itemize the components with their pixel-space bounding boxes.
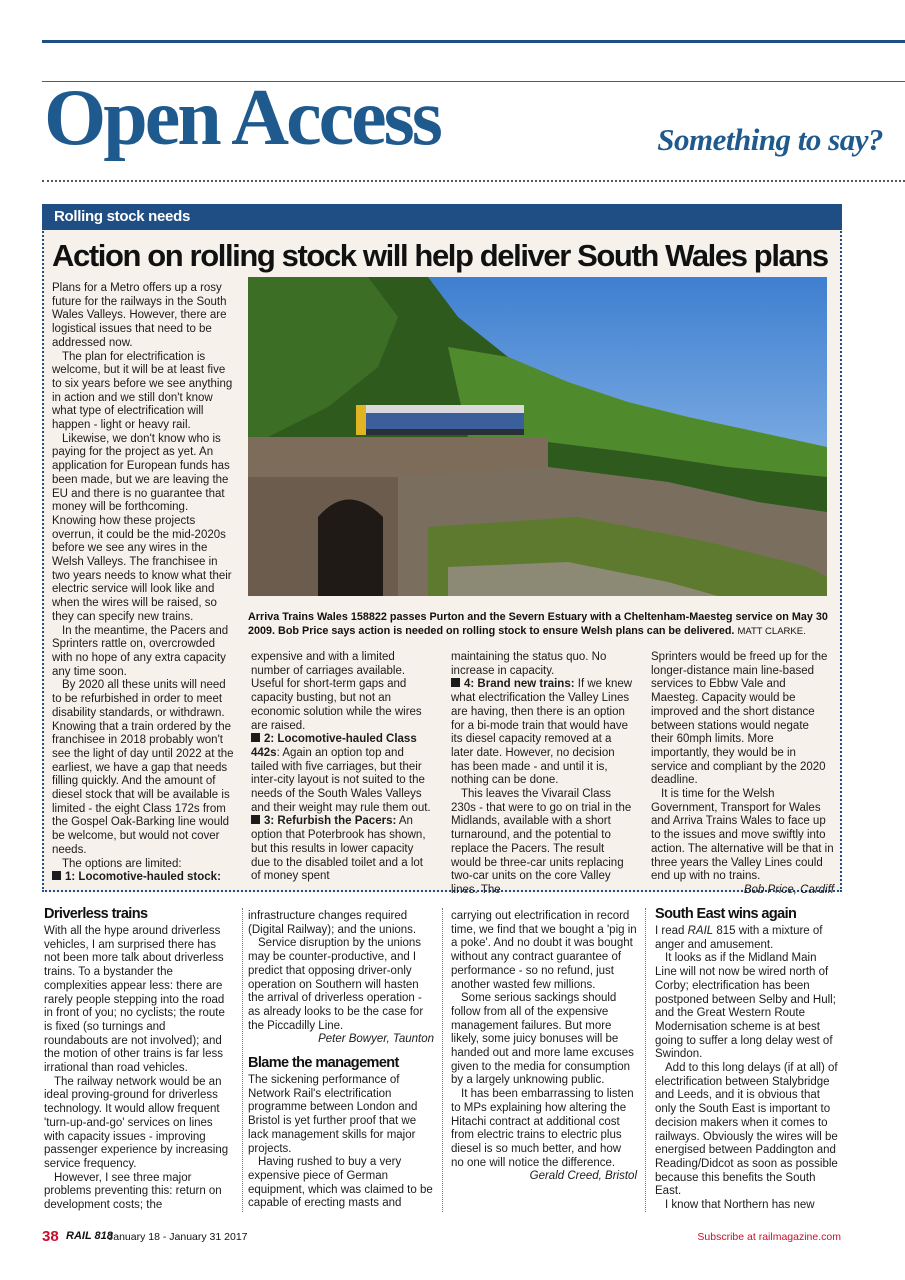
subscribe-link[interactable]: Subscribe at railmagazine.com — [697, 1231, 841, 1243]
column-divider — [645, 908, 646, 1212]
paragraph: Add to this long delays (if at all) of electrification between Stalybridge and Leeds, and it is obvious that only the South East is important to decision makers when it comes to railways. Obviously the wires will be energised between Paddington and Reading/Didcot as soon as possible because this benefits the South East. — [655, 1062, 838, 1198]
bullet-square-icon — [451, 678, 460, 687]
column-divider — [442, 908, 443, 1212]
text-run: I read — [655, 925, 688, 937]
magazine-issue: RAIL 818 — [66, 1230, 113, 1242]
paragraph: In the meantime, the Pacers and Sprinters rattle on, overcrowded with no hope of any extra capacity any time soon. — [52, 624, 229, 678]
letter-heading: Driverless trains — [44, 906, 148, 922]
paragraph: infrastructure changes required (Digital Railway); and the unions. — [248, 910, 417, 936]
feature-headline: Action on rolling stock will help deliver South Wales plans — [52, 238, 828, 273]
feature-photo — [248, 277, 827, 596]
section-label: Rolling stock needs — [42, 204, 842, 230]
paragraph: It has been embarrassing to listen to MPs explaining how altering the Hitachi contract at additional cost from electric trains to electric plus diesel is so much better, and how no one will notice the difference. — [451, 1088, 634, 1169]
paragraph: With all the hype around driverless vehicles, I am surprised there has not been more talk about driverless trains. To a bystander the complexities appear less: there are rarely people stepping into the road in front of you; no cyclists; the route is fixed (so turnings and roundabouts are not involved); and the motion of other trains is far less irrational than road vehicles. — [44, 925, 225, 1075]
option-item — [251, 815, 434, 884]
option-heading: 3: Refurbish the Pacers: — [264, 815, 397, 828]
paragraph: Having rushed to buy a very expensive piece of German equipment, which was claimed to be capable of erecting masts and — [248, 1156, 433, 1210]
paragraph: I know that Northern has new — [665, 1199, 815, 1212]
feature-column-2 — [251, 651, 434, 884]
letter-heading: Blame the management — [248, 1055, 399, 1072]
paragraph: carrying out electrification in record time, we find that we bought a 'pig in a poke'. And no doubt it was bought without any contract guarantee of performance - so no refund, just another wasted few millions. — [451, 910, 637, 991]
bullet-square-icon — [251, 733, 260, 742]
paragraph: The plan for electrification is welcome, but it will be at least five to six years before we see anything in action and we still don't know what type of electrification will happen - light or heavy rail. — [52, 350, 233, 432]
option-heading: 1: Locomotive-hauled stock: — [65, 871, 221, 884]
option-item — [451, 678, 634, 788]
option-body: : Again an option top and tailed with five carriages, but their inter-city layout is not suited to the needs of the South Wales Valleys and their weight may rule them out. — [251, 746, 431, 814]
bullet-square-icon — [251, 815, 260, 824]
letter-column-3 — [451, 910, 637, 1184]
caption-text: Arriva Trains Wales 158822 passes Purton and the Severn Estuary with a Cheltenham-Maesteg service on May 30 2009. Bob Price says action is needed on rolling stock to ensure Welsh plans can be delivered. — [248, 611, 828, 637]
option-body: An option that Poterbrook has shown, but this results in lower capacity due to the disabled toilet and a lot of money spent — [251, 815, 426, 883]
paragraph: Some serious sackings should follow from all of the expensive management failures. But more likely, some juicy bonuses will be handed out and more lame excuses given to the media for consumption by a largely unknowing public. — [451, 992, 634, 1087]
paragraph: It looks as if the Midland Main Line will not now be wired north of Corby; electrification has been postponed between Selby and Hull; and the Great Western Route Modernisation scheme is at best going to suffer a long delay west of Swindon. — [655, 952, 836, 1061]
paragraph: Sprinters would be freed up for the longer-distance main line-based services to Ebbw Vale and Maesteg. Capacity would be improved and the short distance between stations would negate their 60mph limits. More importantly, they would be in service and compliant by the 2020 deadline. — [651, 651, 828, 787]
option-body: If we knew what electrification the Valley Lines are having, then there is an option for a bi-mode train that would have its diesel capacity removed at a later date. However, no decision has been made - and until it is, nothing can be done. — [451, 678, 633, 787]
paragraph: This leaves the Vivarail Class 230s - that were to go on trial in the Midlands, available with a short turnaround, and the potential to replace the Pacers. The result would be three-car units replacing two-car units on the core Valley lines. The — [451, 788, 632, 896]
letter-signature: Peter Bowyer, Taunton — [318, 1033, 434, 1046]
page-number: 38 — [42, 1228, 59, 1245]
paragraph: The railway network would be an ideal proving-ground for driverless technology. It would allow frequent 'turn-up-and-go' services on lines with capacity issues - improving passenger experience by increasing service frequency. — [44, 1075, 229, 1170]
option-item — [52, 871, 234, 885]
column-divider — [242, 908, 243, 1212]
paragraph: Service disruption by the unions may be counter-productive, and I predict that opposing driver-only operation on Southern will hasten the arrival of driverless operation - as already looks to be the case for the Piccadilly Line. — [248, 937, 424, 1032]
photo-credit: MATT CLARKE. — [737, 626, 806, 637]
option-heading: 4: Brand new trains: — [464, 678, 575, 691]
dotted-divider — [42, 180, 905, 182]
paragraph: The sickening performance of Network Rail's electrification programme between London and Bristol is yet further proof that we lack management skills for major projects. — [248, 1074, 418, 1155]
feature-column-4 — [651, 651, 834, 898]
paragraph: expensive and with a limited number of carriages available. Useful for short-term gaps and capacity busting, but not an economic solution while the wires are raised. — [251, 651, 422, 732]
letter-signature: Bob Price, Cardiff — [743, 883, 834, 896]
bullet-square-icon — [52, 871, 61, 880]
paragraph — [655, 925, 841, 952]
option-item — [251, 733, 434, 815]
option-heading: 2: Locomotive-hauled Class 442s — [251, 733, 417, 759]
paragraph: By 2020 all these units will need to be refurbished in order to meet disability standards, or withdrawn. Knowing that a train ordered by the franchisee in 2018 probably won't see the light of day until 2022 at the earliest, we have a gap that needs filling quickly. And the amount of diesel stock that will be available is limited - the eight Class 172s from the Gospel Oak-Barking line would be welcome, but would not cover needs. — [52, 679, 234, 856]
photo-caption — [248, 610, 833, 639]
magazine-name: RAIL — [687, 925, 714, 937]
paragraph: It is time for the Welsh Government, Transport for Wales and Arriva Trains Wales to face up to the issues and move swiftly into action. The alternative will be that in three years the Valley Lines could end up with no trains. — [651, 788, 834, 883]
issue-date: January 18 - January 31 2017 — [108, 1231, 248, 1243]
letter-heading: South East wins again — [655, 906, 797, 922]
letter-southeast — [655, 906, 841, 1213]
text-run: 815 with a mixture of anger and amusement. — [655, 925, 823, 951]
paragraph: However, I see three major problems preventing this: return on development costs; the — [44, 1171, 222, 1212]
paragraph: The options are limited: — [62, 857, 182, 870]
letter-signature: Gerald Creed, Bristol — [529, 1170, 637, 1183]
letter-column-2 — [248, 910, 434, 1211]
letter-driverless — [44, 906, 230, 1213]
paragraph: Likewise, we don't know who is paying for the project as yet. An application for European funds has been made, but we are leaving the EU and there is no guarantee that money will be forthcoming. Knowing how these projects overrun, it could be the mid-2020s before we see any wires in the Welsh Valleys. The franchisee in two years needs to know what their electric service will look like and when the wires will be raised, so they can specify new trains. — [52, 432, 232, 623]
top-rule — [42, 40, 905, 43]
page-tagline: Something to say? — [657, 122, 883, 157]
paragraph: Plans for a Metro offers up a rosy future for the railways in the South Wales Valleys. However, there are logistical issues that need to be addressed now. — [52, 282, 227, 349]
feature-column-3 — [451, 651, 634, 898]
page-title: Open Access — [44, 74, 440, 162]
paragraph: maintaining the status quo. No increase in capacity. — [451, 651, 607, 677]
feature-column-1 — [52, 282, 234, 885]
